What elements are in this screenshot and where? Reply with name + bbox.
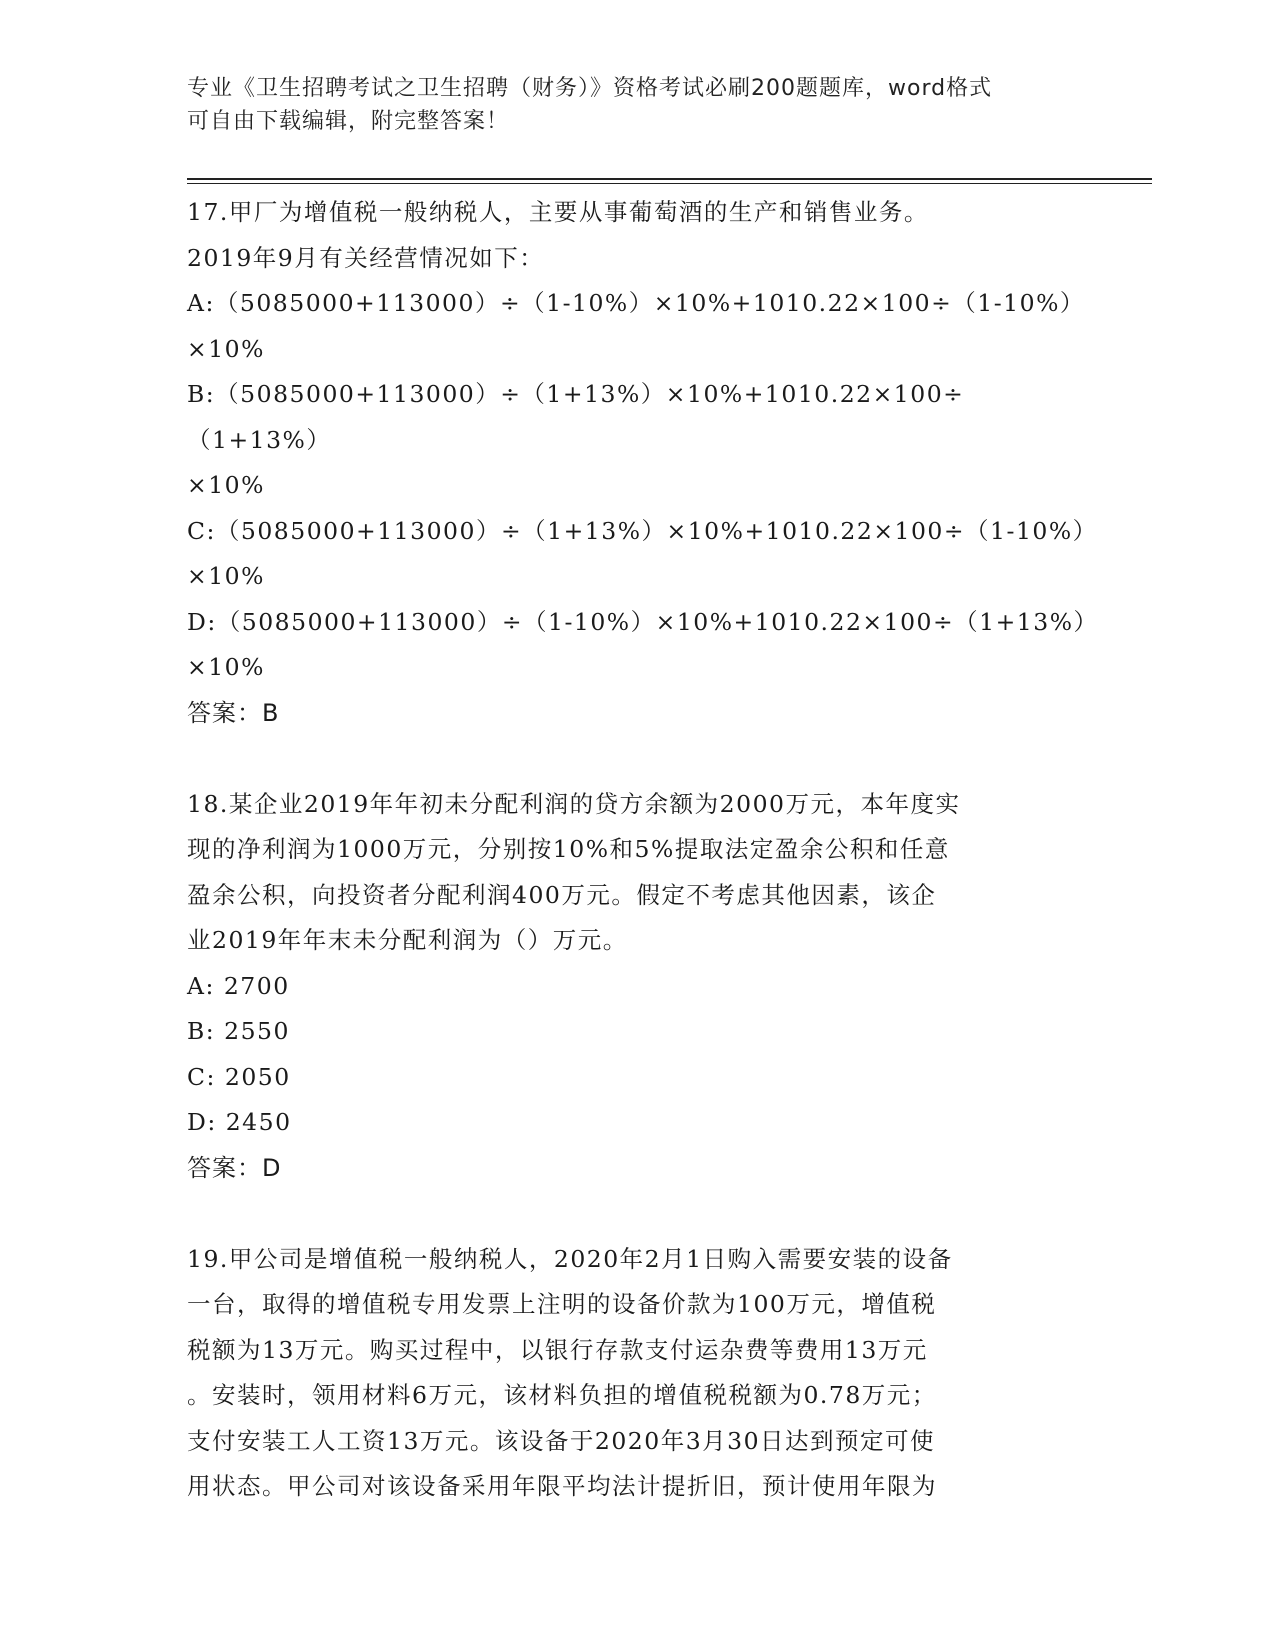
option-text-cont: ×10% [187,653,265,681]
option-text: C:（5085000+113000）÷（1+13%）×10%+1010.22×100÷（1-10%） [187,516,1098,545]
option-d [187,600,1099,691]
option-a [187,281,1087,372]
stem-line: 17.甲厂为增值税一般纳税人，主要从事葡萄酒的生产和销售业务。 [187,198,929,226]
question-18 [187,782,1087,1192]
option-a: A: 2700 [187,971,290,1000]
question-19 [187,1237,1087,1510]
option-text: D:（5085000+113000）÷（1-10%）×10%+1010.22×100÷（1+13%） [187,607,1099,636]
stem-line: 2019年9月有关经营情况如下： [187,243,545,272]
option-text-cont: ×10% [187,471,265,499]
question-stem [187,190,1087,281]
answer: 答案：B [187,698,280,727]
option-text: B:（5085000+113000）÷（1+13%）×10%+1010.22×100÷（1+13%） [187,380,965,454]
stem-line: 税额为13万元。购买过程中，以银行存款支付运杂费等费用13万元 [187,1335,928,1364]
option-c [187,509,1098,600]
stem-line: 一台，取得的增值税专用发票上注明的设备价款为100万元，增值税 [187,1290,937,1318]
header-line-2: 可自由下载编辑，附完整答案！ [187,109,510,134]
spacer [187,736,1087,782]
stem-line: 现的净利润为1000万元，分别按10%和5%提取法定盈余公积和任意 [187,835,950,863]
option-text: A:（5085000+113000）÷（1-10%）×10%+1010.22×100÷（1-10%） [187,289,1085,317]
stem-line: 19.甲公司是增值税一般纳税人，2020年2月1日购入需要安装的设备 [187,1244,953,1273]
question-stem [187,1237,1087,1510]
header-line-1: 专业《卫生招聘考试之卫生招聘（财务）》资格考试必刷200题题库，word格式 [187,76,993,101]
option-c: C: 2050 [187,1062,291,1091]
answer: 答案：D [187,1153,282,1182]
question-17 [187,190,1099,736]
header-divider-thin [187,183,1152,184]
option-text-cont: ×10% [187,334,265,363]
stem-line: 支付安装工人工资13万元。该设备于2020年3月30日达到预定可使 [187,1426,936,1455]
document-body [187,190,1099,1510]
stem-line: 业2019年年末未分配利润为（）万元。 [187,926,628,954]
document-header [187,72,1067,138]
spacer [187,1191,1087,1237]
stem-line: 18.某企业2019年年初未分配利润的贷方余额为2000万元，本年度实 [187,789,961,818]
option-text-cont: ×10% [187,562,265,590]
stem-line: 盈余公积，向投资者分配利润400万元。假定不考虑其他因素，该企 [187,880,937,909]
option-b: B: 2550 [187,1017,290,1045]
header-divider-thick [187,178,1152,180]
option-b [187,372,1087,509]
stem-line: 。安装时，领用材料6万元，该材料负担的增值税税额为0.78万元； [187,1381,937,1409]
stem-line: 用状态。甲公司对该设备采用年限平均法计提折旧，预计使用年限为 [187,1472,937,1500]
question-stem [187,782,1087,964]
option-d: D: 2450 [187,1108,292,1136]
